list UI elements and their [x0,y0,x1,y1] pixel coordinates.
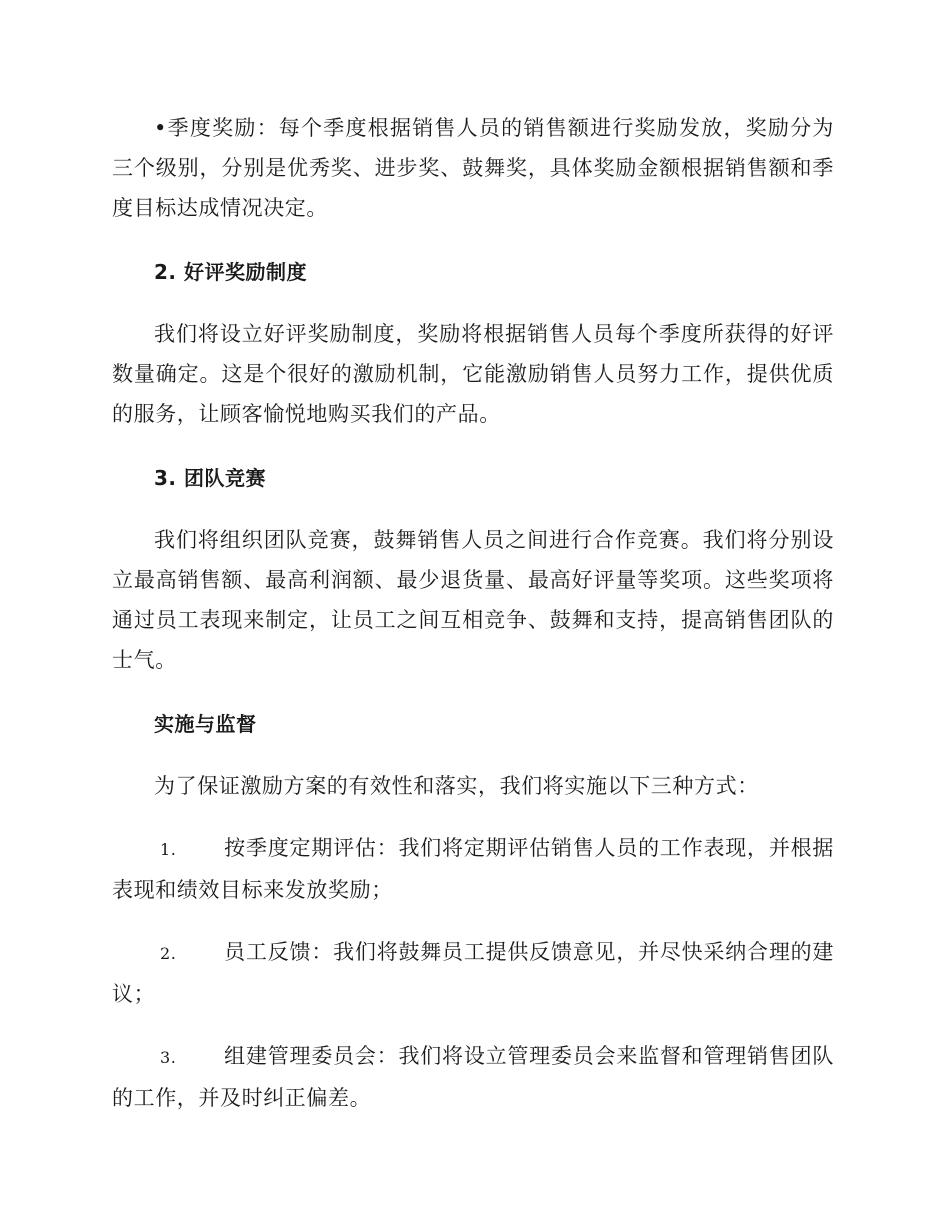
list-item-number: 1. [160,840,177,859]
list-item-text: 按季度定期评估：我们将定期评估销售人员的工作表现，并根据表现和绩效目标来发放奖励； [112,836,834,902]
bullet-paragraph [112,108,834,228]
list-item [112,932,834,1014]
list-item-number: 3. [160,1048,177,1067]
section-heading-3: 3. 团队竞赛 [154,466,266,490]
section-body-3: 我们将组织团队竞赛，鼓舞销售人员之间进行合作竞赛。我们将分别设立最高销售额、最高利润额、最少退货量、最高好评量等奖项。这些奖项将通过员工表现来制定，让员工之间互相竞争、鼓舞和支持，提高销售团队的士气。 [112,528,834,672]
list-item-text: 组建管理委员会：我们将设立管理委员会来监督和管理销售团队的工作，并及时纠正偏差。 [112,1044,834,1110]
bullet-paragraph-text: 季度奖励：每个季度根据销售人员的销售额进行奖励发放，奖励分为三个级别，分别是优秀奖、进步奖、鼓舞奖，具体奖励金额根据销售额和季度目标达成情况决定。 [112,116,834,220]
list-item-number: 2. [160,944,177,963]
section-intro-4: 为了保证激励方案的有效性和落实，我们将实施以下三种方式： [154,774,759,798]
section-heading-4: 实施与监督 [154,712,257,736]
document-page [112,108,834,1118]
list-item [112,1036,834,1118]
section-heading-2: 2. 好评奖励制度 [154,260,307,284]
list-item-text: 员工反馈：我们将鼓舞员工提供反馈意见，并尽快采纳合理的建议； [112,940,834,1006]
list-item [112,828,834,910]
bullet-icon: • [154,116,167,140]
section-body-2: 我们将设立好评奖励制度，奖励将根据销售人员每个季度所获得的好评数量确定。这是个很好的激励机制，它能激励销售人员努力工作，提供优质的服务，让顾客愉悦地购买我们的产品。 [112,322,834,426]
